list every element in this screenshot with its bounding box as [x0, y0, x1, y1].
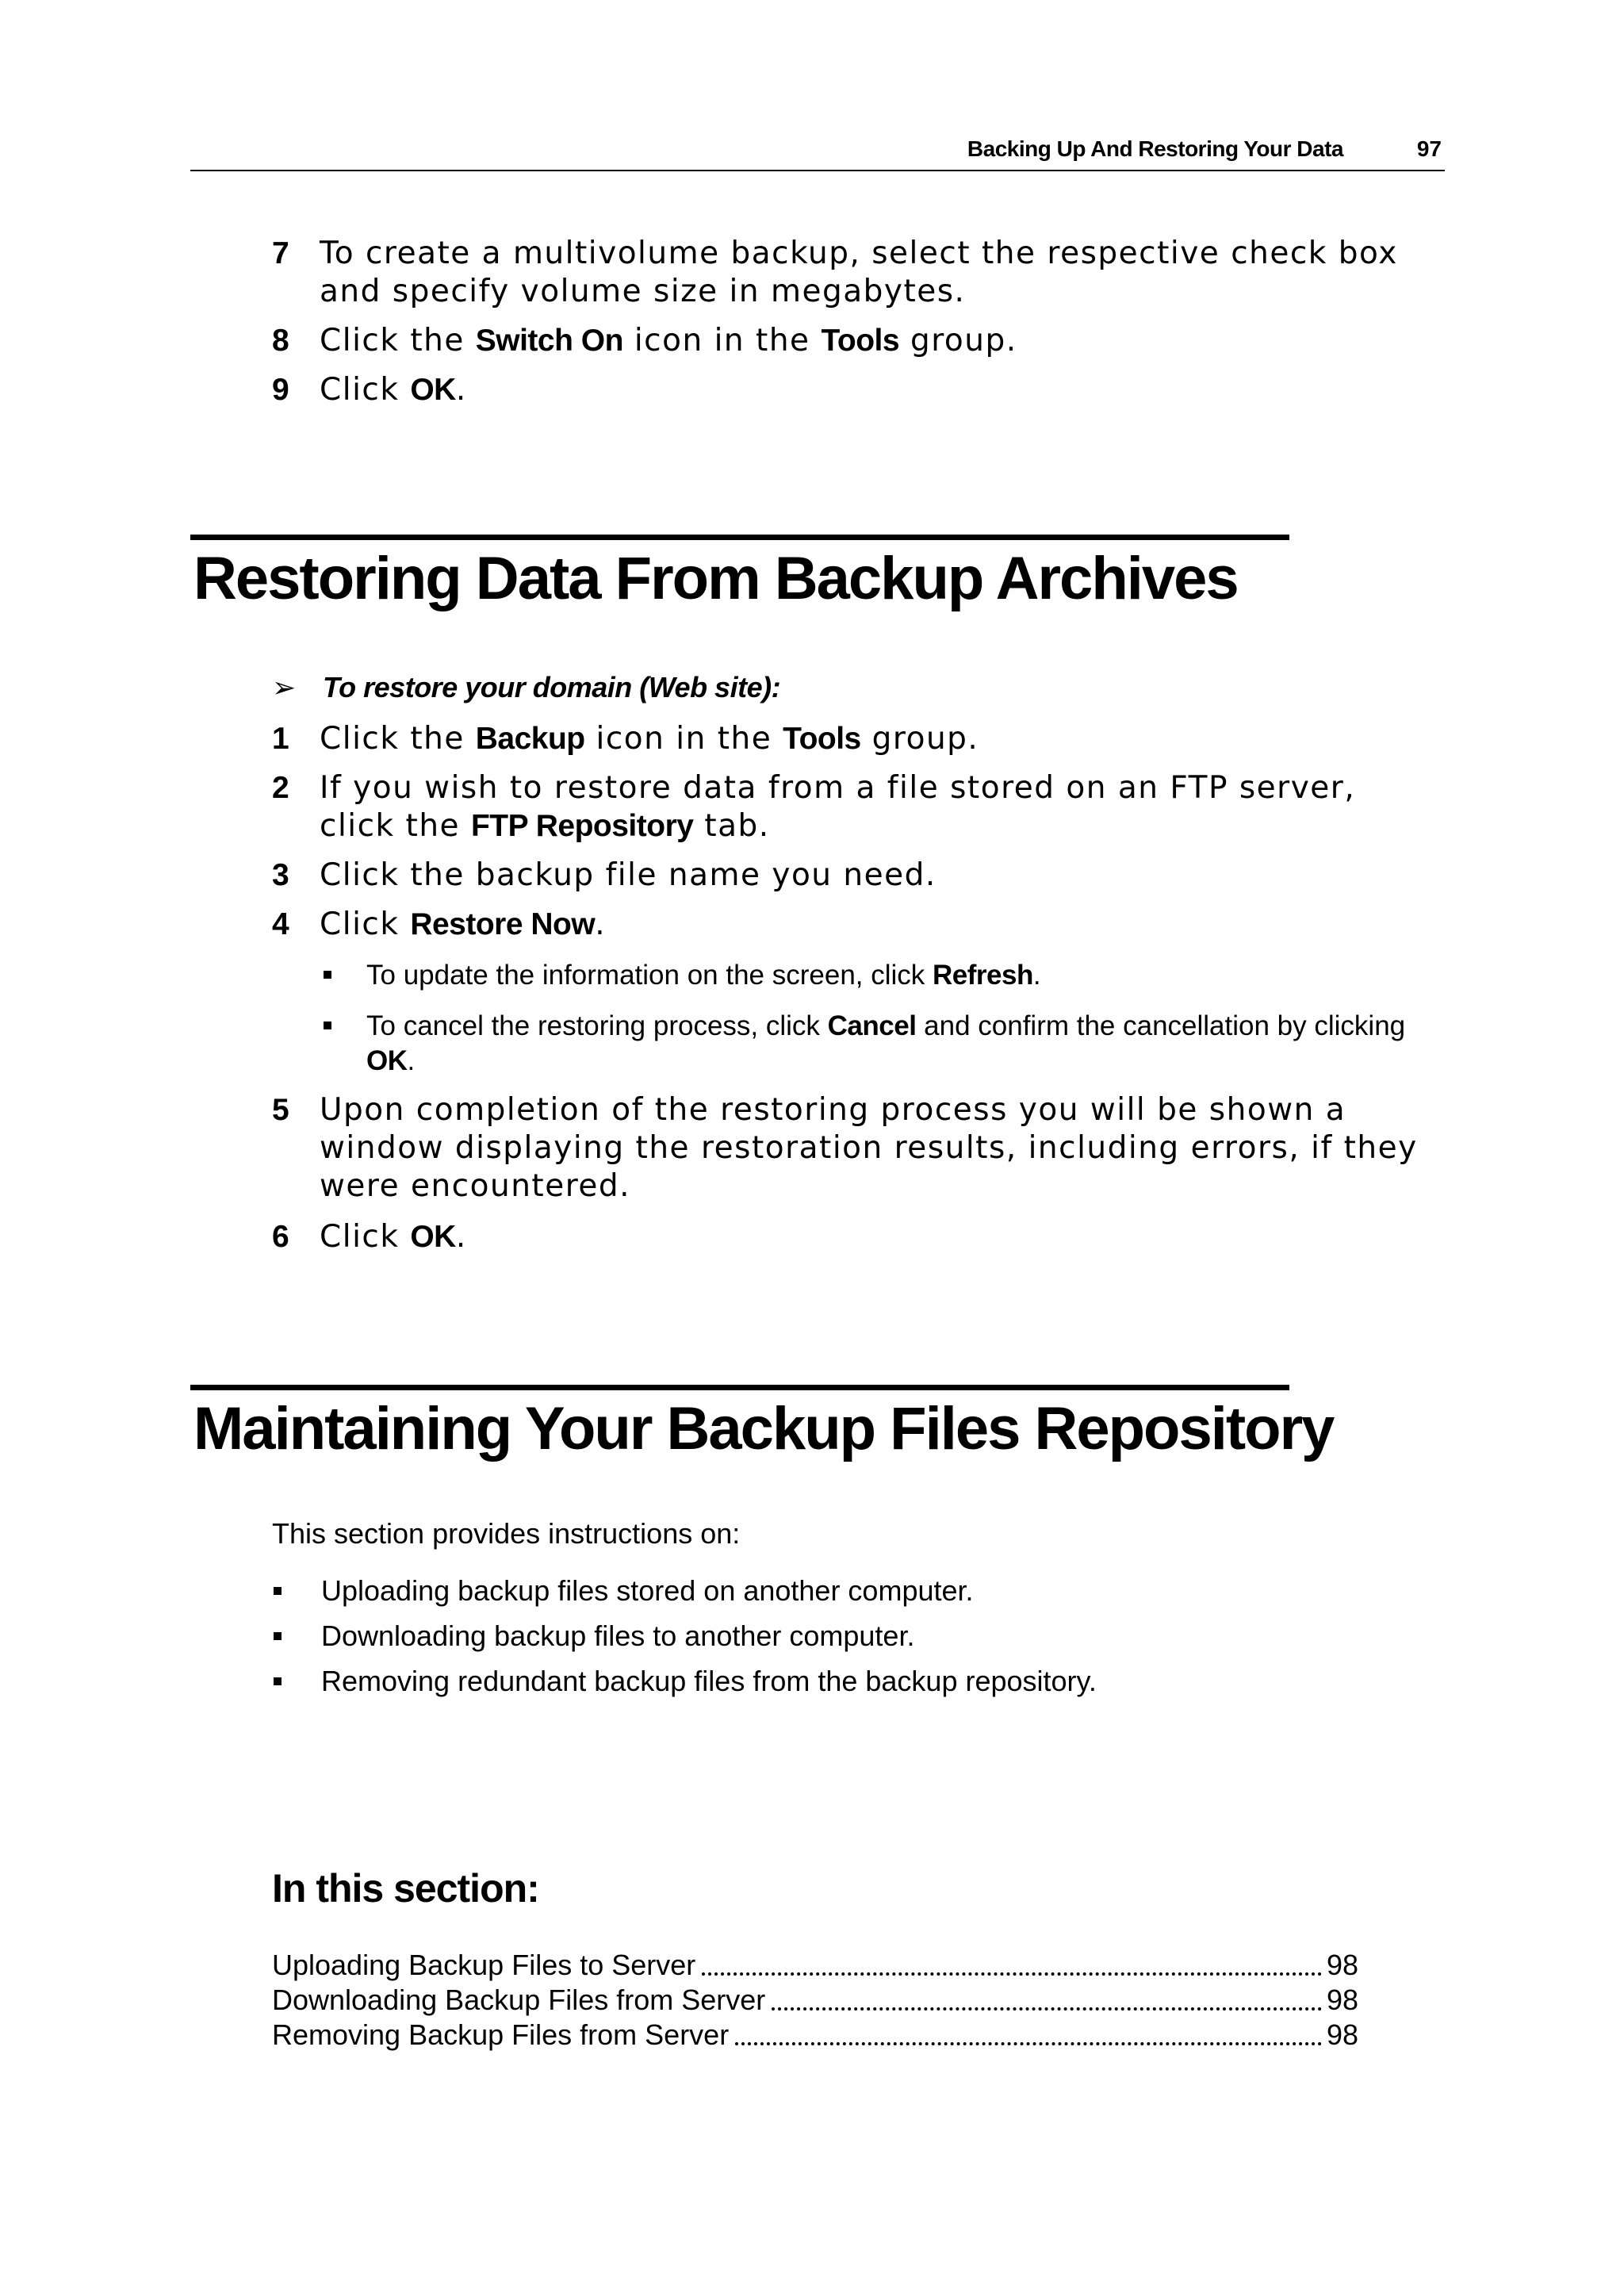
step-text: Click OK. [320, 372, 467, 408]
step-text: To create a multivolume backup, select the respective check box and specify volume size in megabytes. [320, 236, 1398, 309]
ui-term-ftp-repository: FTP Repository [470, 809, 694, 843]
ui-term-refresh: Refresh [933, 960, 1033, 991]
step-number: 5 [272, 1093, 289, 1127]
step-text: If you wish to restore data from a file stored on an FTP server, click the FTP Repository tab. [320, 770, 1356, 844]
ui-term-ok: OK [366, 1045, 408, 1076]
step-text: Click OK. [320, 1219, 467, 1255]
section-heading-restoring: Restoring Data From Backup Archives [193, 545, 1238, 612]
step-2 [272, 769, 1438, 845]
section-heading-maintaining: Maintaining Your Backup Files Repository [193, 1395, 1334, 1462]
square-bullet-icon [324, 1022, 331, 1029]
step-text: Upon completion of the restoring process you will be shown a window displaying the restoration results, including errors, if they were encountered. [320, 1092, 1418, 1204]
list-item: Removing redundant backup files from the backup repository. [272, 1664, 1097, 1699]
section-intro: This section provides instructions on: [272, 1517, 741, 1550]
sub-bullet: To cancel the restoring process, click Cancel and confirm the cancellation by clicking OK. [319, 1009, 1413, 1079]
step-3 [272, 857, 1438, 895]
step-number: 9 [272, 373, 289, 407]
list-item: Uploading backup files stored on another computer. [272, 1573, 974, 1608]
step-6 [272, 1218, 1438, 1256]
step-text: Click the Switch On icon in the Tools group. [320, 323, 1017, 358]
square-bullet-icon [274, 1677, 282, 1685]
step-4 [272, 906, 1438, 944]
list-item: Downloading backup files to another computer. [272, 1619, 914, 1654]
toc-entry-title[interactable]: Downloading Backup Files from Server [272, 1984, 766, 2016]
section-rule [190, 535, 1289, 540]
ui-term-switch-on: Switch On [475, 324, 623, 358]
toc-leader [702, 1970, 1322, 1976]
ui-term-ok: OK [410, 373, 456, 407]
in-this-section-heading: In this section: [272, 1866, 539, 1911]
toc-entry-title[interactable]: Removing Backup Files from Server [272, 2018, 730, 2051]
toc-entry[interactable] [272, 1948, 1358, 1983]
step-7 [272, 235, 1438, 311]
step-5 [272, 1091, 1438, 1205]
step-text: Click Restore Now. [320, 907, 607, 942]
ui-term-backup: Backup [475, 722, 585, 756]
step-text: Click the backup file name you need. [320, 857, 936, 893]
toc-entry-title[interactable]: Uploading Backup Files to Server [272, 1949, 696, 1981]
square-bullet-icon [274, 1587, 282, 1595]
ui-term-tools: Tools [783, 722, 861, 756]
procedure-heading: ➢ To restore your domain (Web site): [272, 671, 781, 703]
step-8 [272, 322, 1438, 360]
arrow-icon: ➢ [272, 671, 296, 703]
running-header [190, 135, 1445, 171]
header-title: Backing Up And Restoring Your Data [967, 136, 1343, 161]
ui-term-restore-now: Restore Now [410, 907, 596, 941]
step-number: 7 [272, 236, 289, 270]
step-number: 6 [272, 1220, 289, 1254]
section-rule [190, 1385, 1289, 1390]
step-number: 8 [272, 324, 289, 358]
ui-term-ok: OK [410, 1220, 456, 1254]
toc-entry[interactable] [272, 2018, 1358, 2053]
toc-entry[interactable] [272, 1983, 1358, 2018]
step-9 [272, 371, 1438, 409]
square-bullet-icon [324, 971, 331, 979]
toc-entry-page[interactable]: 98 [1326, 1984, 1358, 2016]
step-number: 3 [272, 858, 289, 892]
ui-term-tools: Tools [821, 324, 900, 358]
toc-leader [735, 2040, 1322, 2045]
step-number: 2 [272, 771, 289, 805]
toc-entry-page[interactable]: 98 [1326, 2018, 1358, 2051]
step-1 [272, 720, 1438, 758]
square-bullet-icon [274, 1632, 282, 1640]
sub-bullet: To update the information on the screen, click Refresh. [319, 958, 1413, 993]
header-page-number: 97 [1416, 136, 1442, 161]
ui-term-cancel: Cancel [827, 1010, 917, 1041]
toc-entry-page[interactable]: 98 [1326, 1949, 1358, 1981]
toc-leader [772, 2005, 1322, 2010]
step-number: 1 [272, 722, 289, 756]
step-text: Click the Backup icon in the Tools group. [320, 721, 979, 757]
step-number: 4 [272, 907, 289, 941]
